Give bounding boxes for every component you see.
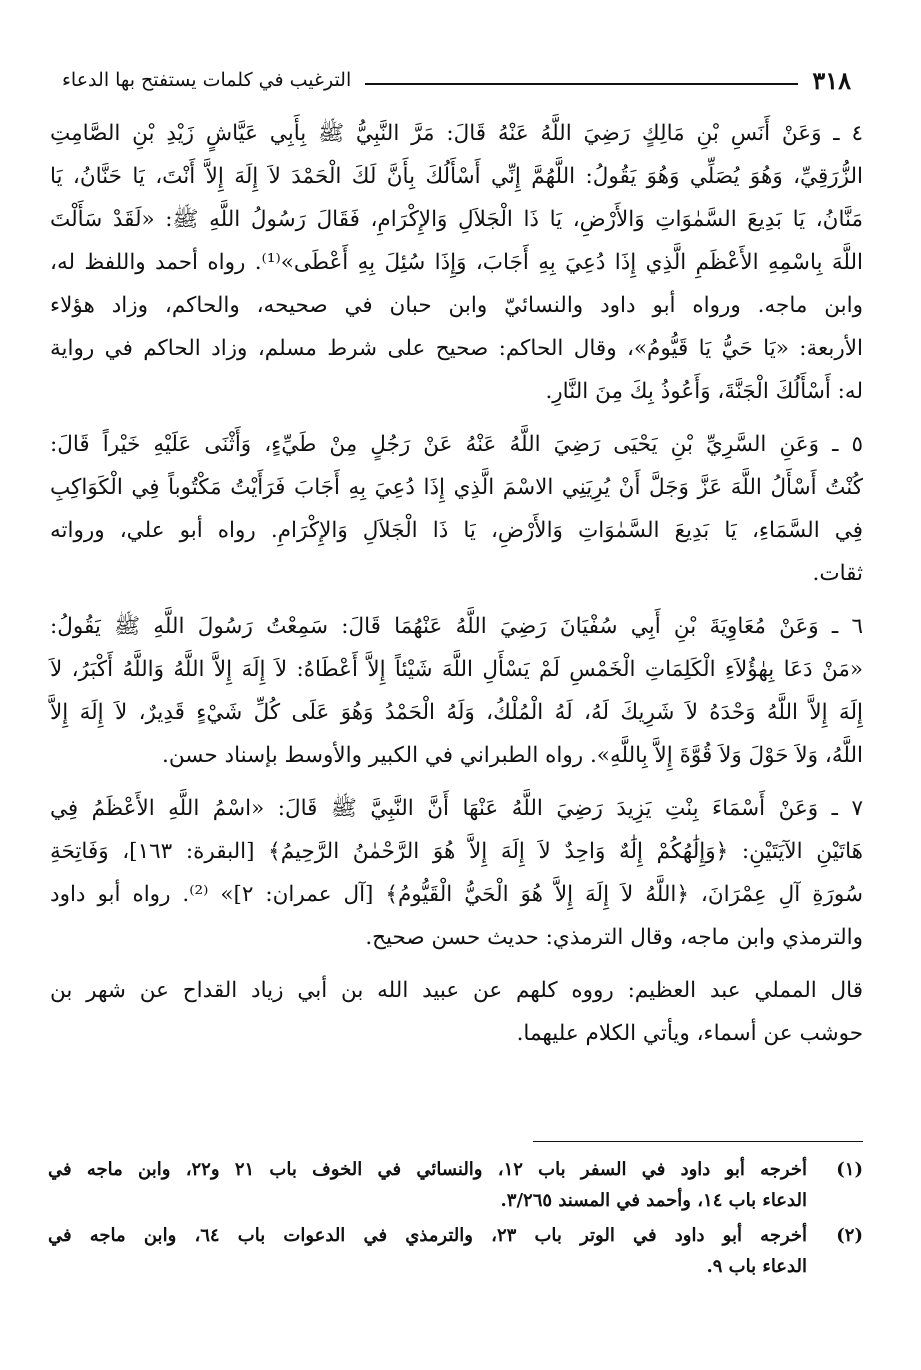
text-line: ٤ ـ وَعَنْ أَنَسِ بْنِ مَالِكٍ رَضِيَ اللَّهُ عَنْهُ قَالَ: مَرَّ النَّبِيُّ ﷺ بِأَبِي عَيَّاشٍ زَيْدِ بْنِ الصَّامِتِ — [50, 121, 863, 146]
text-line: فِي السَّمَاءِ، يَا بَدِيعَ السَّمٰوَاتِ وَالأَرْضِ، يَا ذَا الْجَلاَلِ وَالإِكْرَامِ. رواه أبو علي، ورواته — [50, 518, 863, 543]
text-line: هَاتَيْنِ الآيَتَيْنِ: ﴿وَإِلَٰهُكُمْ إِلَٰهٌ وَاحِدٌ لاَ إِلَهَ إِلاَّ هُوَ الرَّحْمٰنُ الرَّحِيمُ﴾ [البقرة: ١٦٣]، وَفَاتِحَةِ — [50, 839, 864, 864]
text-line: وابن ماجه. ورواه أبو داود والنسائيّ وابن حبان في صحيحه، والحاكم، وزاد هؤلاء — [50, 293, 863, 318]
text-line: كُنْتُ أَسْأَلُ اللَّهَ عَزَّ وَجَلَّ أَنْ يُرِيَنِي الاسْمَ الَّذِي إِذَا دُعِيَ بِهِ أَجَابَ فَرَأَيْتُ مَكْتُوباً فِي الْكَوَاكِبِ — [50, 475, 863, 500]
text-line: حوشب عن أسماء، ويأتي الكلام عليهما. — [516, 1021, 863, 1046]
footnote-text — [48, 1220, 807, 1282]
page-number: ٣١٨ — [812, 65, 851, 95]
text-line: ٦ ـ وَعَنْ مُعَاوِيَةَ بْنِ أَبِي سُفْيَانَ رَضِيَ اللَّهُ عَنْهُمَا قَالَ: سَمِعْتُ رَسُولَ اللَّهِ ﷺ يَقُولُ: — [50, 614, 863, 639]
text-line: ٧ ـ وَعَنْ أَسْمَاءَ بِنْتِ يَزِيدَ رَضِيَ اللَّهُ عَنْهَا أَنَّ النَّبِيَّ ﷺ قَالَ: «اسْمُ اللَّهِ الأَعْظَمُ فِي — [50, 796, 863, 821]
footnote-1 — [48, 1154, 863, 1216]
footnote-line: الدعاء باب ٩. — [706, 1256, 807, 1277]
footnotes — [48, 1154, 863, 1286]
text-line: إِلَهَ إِلاَّ اللَّهُ وَحْدَهُ لاَ شَرِيكَ لَهُ، لَهُ الْمُلْكُ، وَلَهُ الْحَمْدُ وَهُوَ عَلَى كُلِّ شَيْءٍ قَدِيرٌ، لاَ إِلَهَ إِلاَّ — [50, 700, 863, 725]
footnote-line: الدعاء باب ١٤، وأحمد في المسند ٣/٢٦٥. — [500, 1190, 807, 1211]
text-line: مَنَّانُ، يَا بَدِيعَ السَّمٰوَاتِ وَالأَرْضِ، يَا ذَا الْجَلاَلِ وَالإِكْرَامِ، فَقَالَ رَسُولُ اللَّهِ ﷺ: «لَقَدْ سَأَلْتَ — [50, 207, 863, 232]
text-line: والترمذي وابن ماجه، وقال الترمذي: حديث حسن صحيح. — [365, 925, 863, 950]
header-rule — [365, 83, 798, 85]
footnote-text — [48, 1154, 807, 1216]
hadith-4 — [50, 112, 863, 413]
text-line: «مَنْ دَعَا بِهٰؤُلاَءِ الْكَلِمَاتِ الْخَمْسِ لَمْ يَسْأَلِ اللَّهَ شَيْئاً إِلاَّ أَعْطَاهُ: لاَ إِلَهَ إِلاَّ اللَّهُ وَاللَّهُ أَكْبَرُ، لاَ — [50, 657, 863, 682]
footnote-2 — [48, 1220, 863, 1282]
hadith-6 — [50, 605, 863, 777]
hadith-7 — [50, 787, 863, 959]
main-text — [50, 112, 863, 1055]
text-line: ثقات. — [812, 561, 863, 586]
text-line: قال المملي عبد العظيم: رووه كلهم عن عبيد الله بن أبي زياد القداح عن شهر بن — [50, 978, 863, 1003]
footnote-line: أخرجه أبو داود في الوتر باب ٢٣، والترمذي في الدعوات باب ٦٤، وابن ماجه في — [48, 1225, 807, 1246]
text-line: سُورَةِ آلِ عِمْرَانَ، ﴿اللَّهُ لاَ إِلَهَ إِلاَّ هُوَ الْحَيُّ الْقَيُّومُ﴾ [آل عمران: ٢]» ⁽²⁾. رواه أبو داود — [50, 882, 863, 907]
text-line: له: أَسْأَلُكَ الْجَنَّةَ، وَأَعُوذُ بِكَ مِنَ النَّارِ. — [545, 379, 863, 404]
editor-note — [50, 969, 863, 1055]
footnote-marker: (٢) — [836, 1225, 863, 1246]
text-line: ٥ ـ وَعَنِ السَّرِيِّ بْنِ يَحْيَى رَضِيَ اللَّهُ عَنْهُ عَنْ رَجُلٍ مِنْ طَيِّءٍ، وَأَثْنَى عَلَيْهِ خَيْراً قَالَ: — [50, 432, 863, 457]
running-title: الترغيب في كلمات يستفتح بها الدعاء — [62, 69, 352, 91]
text-line: الزُّرَقِيِّ، وَهُوَ يُصَلِّي وَهُوَ يَقُولُ: اللَّهُمَّ إِنِّي أَسْأَلُكَ بِأَنَّ لَكَ الْحَمْدَ لاَ إِلَهَ إِلاَّ أَنْتَ، يَا حَنَّانُ، يَا — [50, 164, 863, 189]
footnote-line: أخرجه أبو داود في السفر باب ١٢، والنسائي في الخوف باب ٢١ و٢٢، وابن ماجه في — [48, 1159, 807, 1180]
text-line: اللَّهَ بِاسْمِهِ الأَعْظَمِ الَّذِي إِذَا دُعِيَ بِهِ أَجَابَ، وَإِذَا سُئِلَ بِهِ أَعْطَى»⁽¹⁾. رواه أحمد واللفظ له، — [50, 250, 864, 275]
hadith-5 — [50, 423, 863, 595]
footnote-separator — [533, 1141, 863, 1142]
footnote-marker: (١) — [836, 1159, 863, 1180]
text-line: اللَّهُ، وَلاَ حَوْلَ وَلاَ قُوَّةَ إِلاَّ بِاللَّهِ». رواه الطبراني في الكبير والأوسط بإسناد حسن. — [162, 743, 863, 768]
text-line: الأربعة: «يَا حَيُّ يَا قَيُّومُ»، وقال الحاكم: صحيح على شرط مسلم، وزاد الحاكم في رواية — [50, 336, 863, 361]
running-header — [62, 62, 851, 98]
